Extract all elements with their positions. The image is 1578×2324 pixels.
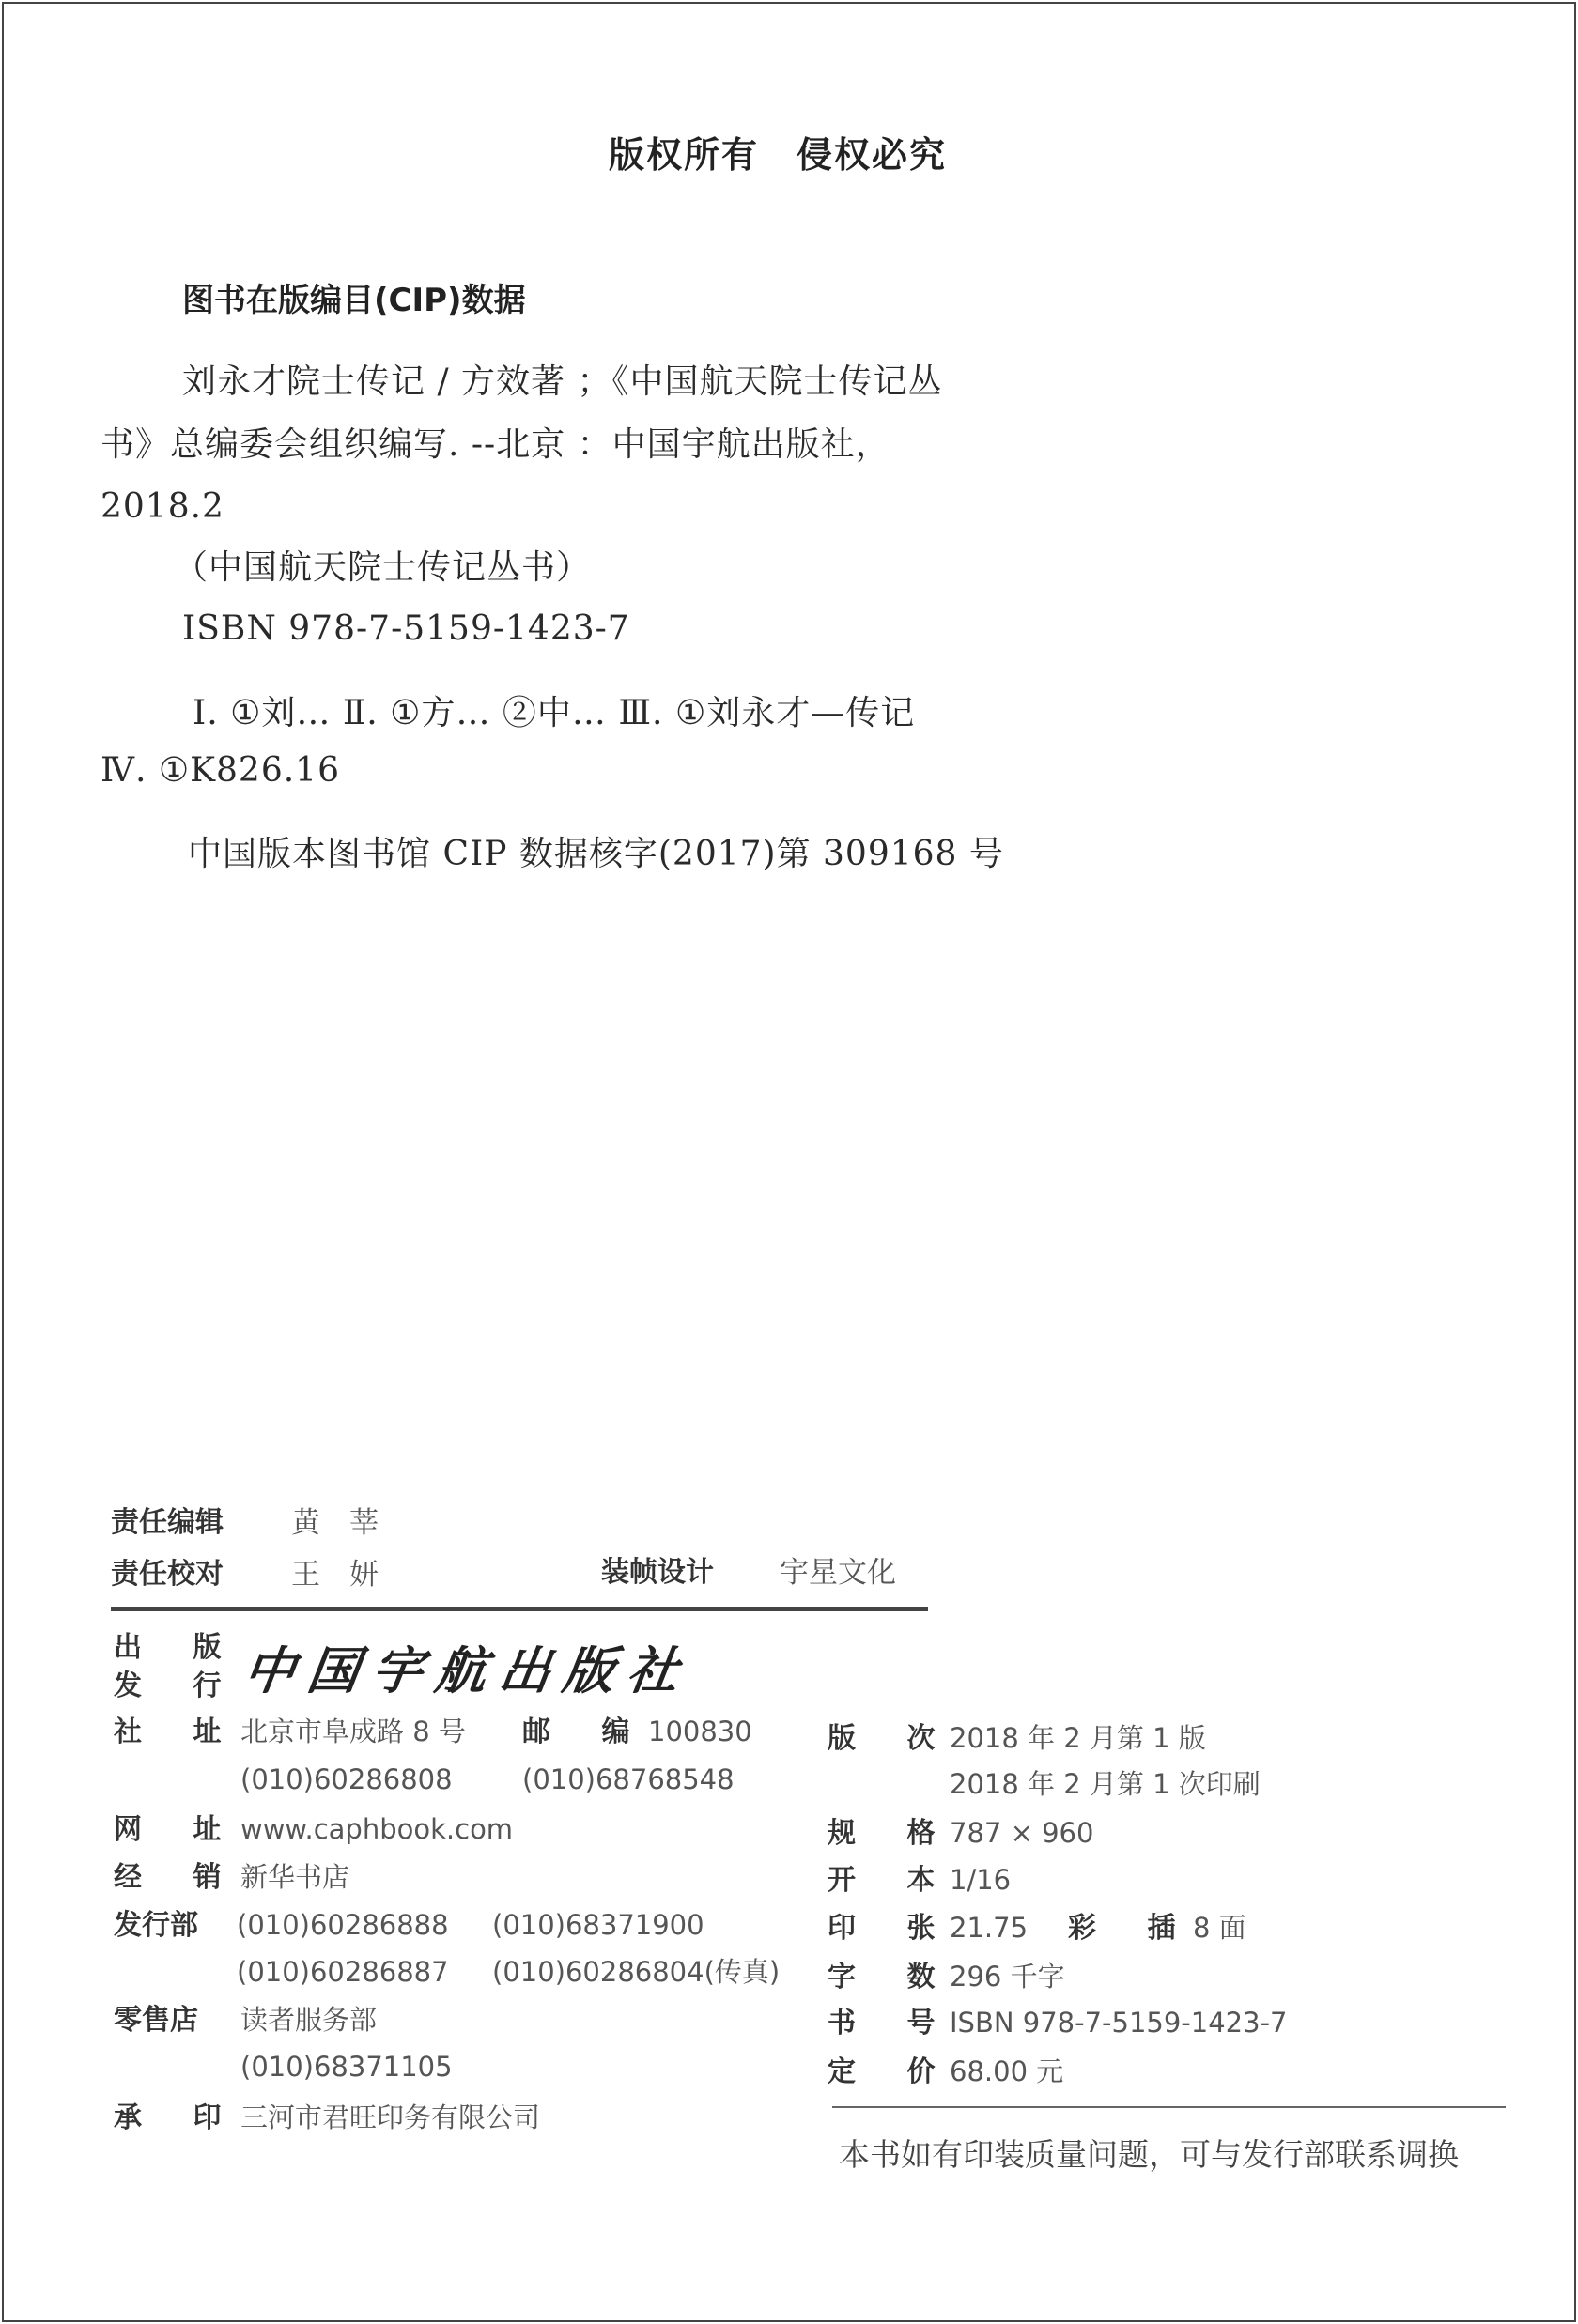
- sheets: 21.75: [950, 1912, 1029, 1944]
- format-label: 开 本: [828, 1864, 956, 1897]
- cip-isbn: ISBN 978-7-5159-1423-7: [182, 609, 630, 648]
- format: 1/16: [950, 1864, 1012, 1896]
- distributor-label: 经 销: [114, 1861, 242, 1894]
- distributor: 新华书店: [240, 1861, 350, 1893]
- cip-line: Ⅰ. ①刘… Ⅱ. ①方… ②中… Ⅲ. ①刘永才—传记: [193, 694, 916, 732]
- divider-thin: [832, 2106, 1506, 2108]
- price: 68.00 元: [950, 2055, 1064, 2087]
- web-label: 网 址: [114, 1813, 242, 1846]
- publish-label: 出 版: [114, 1631, 242, 1664]
- phone: (010)60286808: [240, 1763, 453, 1795]
- sales-label: 发行部: [114, 1909, 198, 1942]
- printer: 三河市君旺印务有限公司: [240, 2101, 541, 2133]
- distribute-label: 发 行: [114, 1670, 242, 1702]
- cip-number: 中国版本图书馆 CIP 数据核字(2017)第 309168 号: [188, 835, 1004, 873]
- cip-line: （中国航天院士传记丛书）: [174, 548, 592, 587]
- retail-label: 零售店: [114, 2004, 198, 2037]
- fax: (010)60286804(传真): [492, 1956, 781, 1988]
- publisher-logo: 中国宇航出版社: [240, 1640, 696, 1701]
- words-label: 字 数: [828, 1961, 956, 1993]
- cip-line: 刘永才院士传记 / 方效著 ；《中国航天院士传记丛: [182, 362, 943, 401]
- design-name: 宇星文化: [780, 1556, 896, 1590]
- cip-line: Ⅳ. ①K826.16: [101, 751, 340, 790]
- proof-name: 王 妍: [291, 1558, 379, 1592]
- editor-label: 责任编辑: [111, 1506, 224, 1539]
- divider-thick: [111, 1607, 928, 1611]
- quality-notice: 本书如有印装质量问题，可与发行部联系调换: [839, 2136, 1459, 2173]
- phone: (010)60286887: [237, 1956, 449, 1988]
- zip: 100830: [648, 1716, 752, 1747]
- phone: (010)68371900: [492, 1909, 704, 1941]
- editor-name: 黄 莘: [291, 1506, 379, 1540]
- price-label: 定 价: [828, 2055, 956, 2088]
- website: www.caphbook.com: [240, 1813, 514, 1845]
- phone: (010)68768548: [522, 1763, 735, 1795]
- cip-line: 2018.2: [101, 487, 224, 526]
- printer-label: 承 印: [114, 2101, 242, 2134]
- cip-heading: 图书在版编目(CIP)数据: [182, 282, 526, 319]
- design-label: 装帧设计: [601, 1556, 714, 1589]
- plates: 8 面: [1193, 1912, 1246, 1944]
- copyright-title: 版权所有 侵权必究: [609, 134, 948, 176]
- isbn-label: 书 号: [828, 2007, 956, 2039]
- address: 北京市阜成路 8 号: [240, 1716, 466, 1747]
- phone: (010)68371105: [240, 2051, 453, 2083]
- sheets-label: 印 张: [828, 1912, 956, 1945]
- size: 787 × 960: [950, 1817, 1094, 1849]
- address-label: 社 址: [114, 1716, 242, 1748]
- plates-label: 彩 插: [1068, 1912, 1197, 1945]
- printing: 2018 年 2 月第 1 次印刷: [950, 1768, 1261, 1800]
- phone: (010)60286888: [237, 1909, 449, 1941]
- zip-label: 邮 编: [522, 1716, 651, 1748]
- size-label: 规 格: [828, 1817, 956, 1850]
- isbn: ISBN 978-7-5159-1423-7: [950, 2007, 1288, 2039]
- retail: 读者服务部: [240, 2004, 378, 2036]
- proof-label: 责任校对: [111, 1558, 224, 1591]
- word-count: 296 千字: [950, 1961, 1065, 1993]
- edition: 2018 年 2 月第 1 版: [950, 1722, 1206, 1754]
- cip-line: 书》总编委会组织编写. --北京 ：中国宇航出版社，: [101, 425, 890, 464]
- edition-label: 版 次: [828, 1722, 956, 1755]
